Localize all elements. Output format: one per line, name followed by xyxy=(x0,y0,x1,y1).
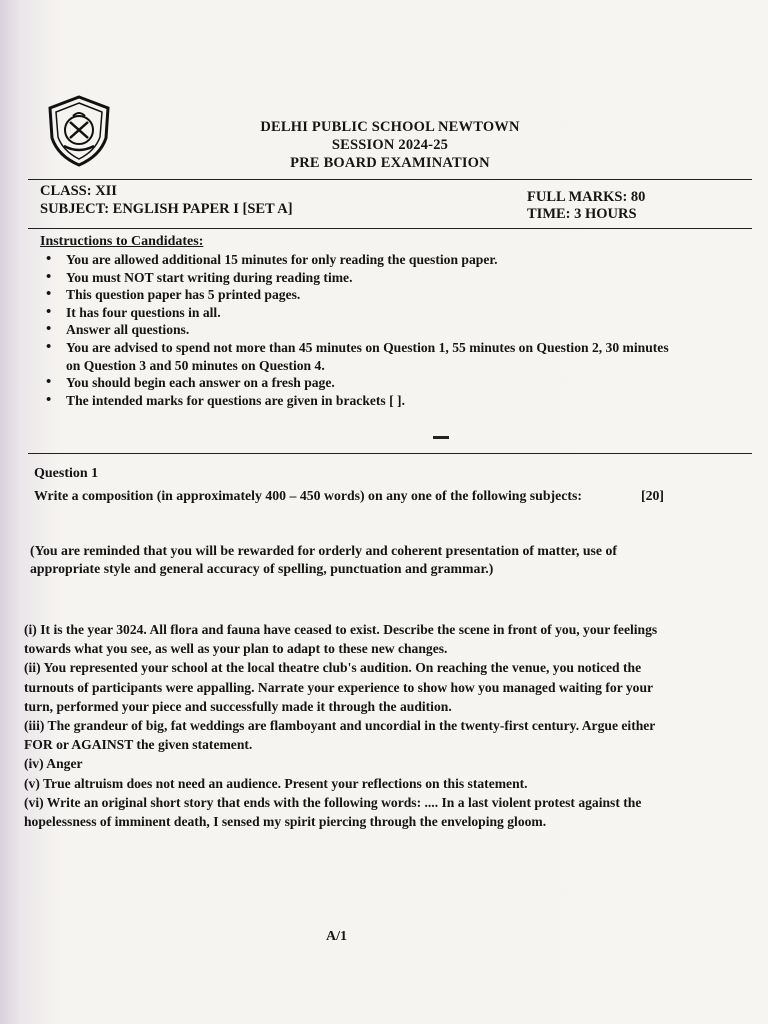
question-prompt xyxy=(34,487,664,505)
topic-item: (ii) You represented your school at the local theatre club's audition. On reaching the venue, you noticed the turnouts of participants were appalling. Narrate your experience to show how you managed waiting for your turn, performed your piece and successfully made it through the audition. xyxy=(24,660,653,714)
instruction-item: • You must NOT start writing during reading time. xyxy=(44,269,674,287)
session-line: SESSION 2024-25 xyxy=(331,137,449,153)
class-label: CLASS: XII xyxy=(40,183,117,199)
instruction-item: • The intended marks for questions are given in brackets [ ]. xyxy=(44,392,674,410)
topic-item: (i) It is the year 3024. All flora and fauna have ceased to exist. Describe the scene in front of you, your feelings towards what you see, as well as your plan to adapt to these new changes. xyxy=(24,622,658,657)
divider xyxy=(28,453,752,454)
divider xyxy=(28,228,752,229)
instructions-list xyxy=(44,251,674,409)
topic-item: (vi) Write an original short story that ends with the following words: .... In a last violent protest against the hopelessness of imminent death, I sensed my spirit piercing through the enveloping gloom. xyxy=(24,794,642,830)
instruction-item: • You are advised to spend not more than 45 minutes on Question 1, 55 minutes on Question 2, 30 minutes on Question 3 and 50 minutes on Question 4. xyxy=(44,339,674,374)
school-emblem-icon xyxy=(42,94,116,168)
instruction-item: • Answer all questions. xyxy=(44,321,674,339)
subject-label: SUBJECT: ENGLISH PAPER I [SET A] xyxy=(40,201,293,217)
topic-item: (iv) Anger xyxy=(24,756,83,772)
dash-mark xyxy=(433,436,449,439)
question-marks: [20] xyxy=(641,488,664,503)
instruction-item: • This question paper has 5 printed pages. xyxy=(44,286,674,304)
exam-title: PRE BOARD EXAMINATION xyxy=(290,155,490,171)
topic-item: (iii) The grandeur of big, fat weddings are flamboyant and uncordial in the twenty-first century. Argue either FOR or AGAINST the given statement. xyxy=(24,718,656,753)
question-prompt-text: Write a composition (in approximately 400 – 450 words) on any one of the following subjects: xyxy=(34,488,582,503)
question-title: Question 1 xyxy=(34,466,99,481)
instruction-item: • You should begin each answer on a fresh page. xyxy=(44,374,674,392)
full-marks-label: FULL MARKS: 80 xyxy=(527,189,646,205)
topic-list xyxy=(24,620,666,831)
instruction-item: • You are allowed additional 15 minutes for only reading the question paper. xyxy=(44,251,674,269)
divider xyxy=(28,179,752,180)
page-number: A/1 xyxy=(326,929,347,944)
instructions-title: Instructions to Candidates: xyxy=(40,234,204,249)
time-label: TIME: 3 HOURS xyxy=(527,206,637,222)
topic-item: (v) True altruism does not need an audience. Present your reflections on this statement. xyxy=(24,775,528,791)
school-name: DELHI PUBLIC SCHOOL NEWTOWN xyxy=(260,119,520,135)
question-note: (You are reminded that you will be rewarded for orderly and coherent presentation of matter, use of appropriate style and general accuracy of spelling, punctuation and grammar.) xyxy=(30,543,617,577)
instruction-item: • It has four questions in all. xyxy=(44,304,674,322)
